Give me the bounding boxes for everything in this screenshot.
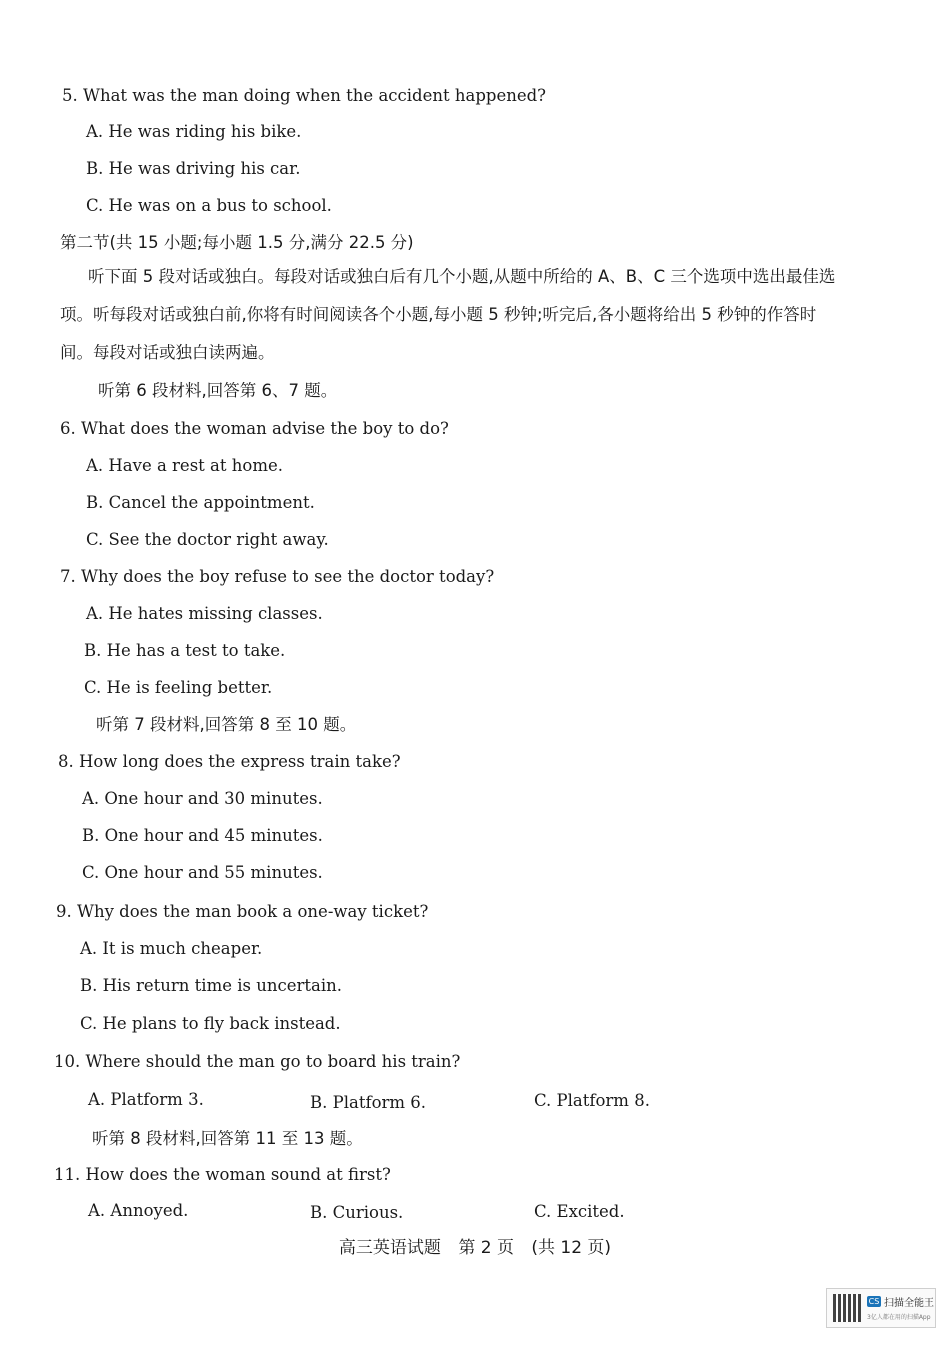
question-10-option-c: C. Platform 8. [534,1091,650,1110]
qr-code-icon [833,1294,861,1322]
question-11-option-c: C. Excited. [534,1202,625,1221]
scanner-watermark [826,1288,936,1328]
segment-8-intro: 听第 8 段材料,回答第 11 至 13 题。 [92,1129,363,1148]
question-5-option-a: A. He was riding his bike. [86,122,302,141]
question-9-option-a: A. It is much cheaper. [80,939,263,958]
question-7-stem: 7. Why does the boy refuse to see the doctor today? [60,567,495,586]
question-6-option-a: A. Have a rest at home. [86,456,283,475]
question-5-option-c: C. He was on a bus to school. [86,196,332,215]
question-6-stem: 6. What does the woman advise the boy to do? [60,419,449,438]
question-6-option-b: B. Cancel the appointment. [86,493,315,512]
question-8-option-b: B. One hour and 45 minutes. [82,826,323,845]
question-7-option-b: B. He has a test to take. [84,641,286,660]
question-9-option-b: B. His return time is uncertain. [80,976,342,995]
footer-total-pages: (共 12 页) [531,1238,612,1258]
question-7-option-a: A. He hates missing classes. [86,604,323,623]
question-11-stem: 11. How does the woman sound at first? [54,1165,391,1184]
question-5-stem: 5. What was the man doing when the accident happened? [62,86,547,105]
scanner-app-name: 扫描全能王 [884,1298,934,1309]
question-8-option-a: A. One hour and 30 minutes. [82,789,323,808]
scanner-logo: CS [868,1297,880,1306]
question-10-option-b: B. Platform 6. [310,1093,427,1112]
question-10-option-a: A. Platform 3. [88,1090,204,1109]
question-8-option-c: C. One hour and 55 minutes. [82,863,323,882]
page-footer [0,1233,950,1258]
question-5-option-b: B. He was driving his car. [86,159,301,178]
question-9-option-c: C. He plans to fly back instead. [80,1014,341,1033]
question-6-option-c: C. See the doctor right away. [86,530,329,549]
question-11-option-a: A. Annoyed. [88,1201,189,1220]
question-10-stem: 10. Where should the man go to board his train? [54,1052,461,1071]
segment-7-intro: 听第 7 段材料,回答第 8 至 10 题。 [96,715,357,734]
question-11-option-b: B. Curious. [310,1203,404,1222]
section-instruction: 听下面 5 段对话或独白。每段对话或独白后有几个小题,从题中所给的 A、B、C 三个选项中选出最佳选项。听每段对话或独白前,你将有时间阅读各个小题,每小题 5 秒钟;听完后,各小题将给出 5 秒钟的作答时间。每段对话或独白读两遍。 [60,267,836,362]
section-heading: 第二节(共 15 小题;每小题 1.5 分,满分 22.5 分) [60,233,414,252]
segment-6-intro: 听第 6 段材料,回答第 6、7 题。 [98,381,338,400]
footer-title: 高三英语试题 [338,1238,441,1258]
scanner-tagline: 3亿人都在用的扫描App [867,1314,931,1321]
question-8-stem: 8. How long does the express train take? [58,752,401,771]
question-9-stem: 9. Why does the man book a one-way ticket? [56,902,429,921]
question-7-option-c: C. He is feeling better. [84,678,273,697]
footer-page-number: 第 2 页 [458,1238,514,1258]
